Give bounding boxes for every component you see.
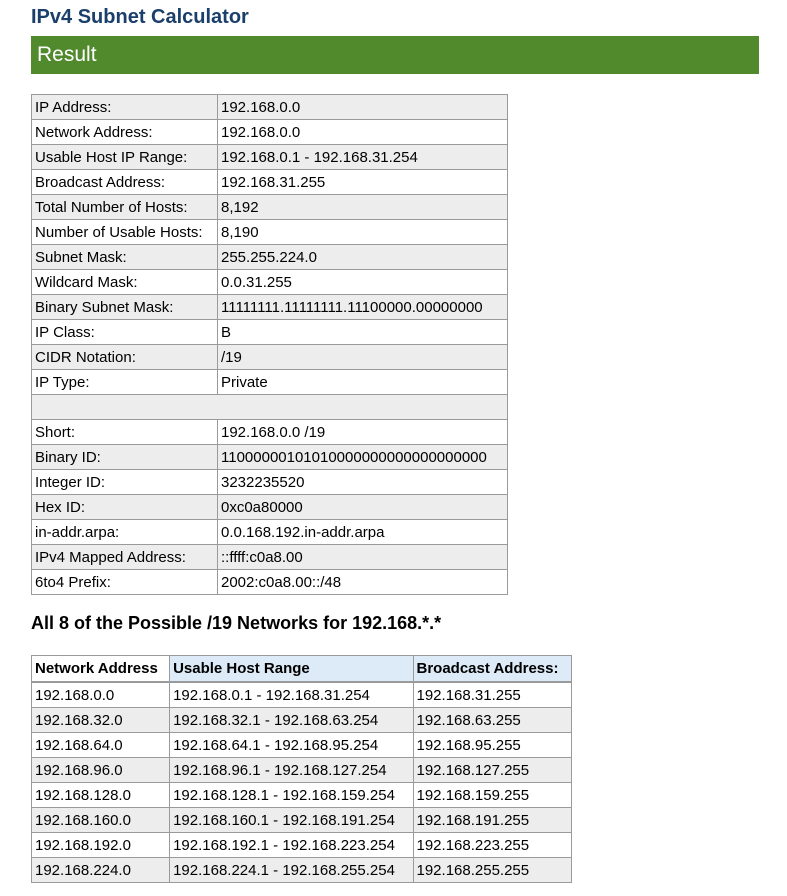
result-label: Number of Usable Hosts: xyxy=(32,220,218,245)
networks-table xyxy=(31,655,572,883)
broadcast-address-cell: 192.168.255.255 xyxy=(413,858,572,883)
result-row xyxy=(32,220,508,245)
network-address-cell: 192.168.96.0 xyxy=(32,758,170,783)
result-value: /19 xyxy=(218,345,508,370)
result-value: 0xc0a80000 xyxy=(218,495,508,520)
result-value: 192.168.0.0 xyxy=(218,95,508,120)
network-address-cell: 192.168.128.0 xyxy=(32,783,170,808)
result-value: 3232235520 xyxy=(218,470,508,495)
broadcast-address-cell: 192.168.127.255 xyxy=(413,758,572,783)
table-row xyxy=(32,858,572,883)
usable-host-range-cell: 192.168.128.1 - 192.168.159.254 xyxy=(170,783,413,808)
network-address-cell: 192.168.160.0 xyxy=(32,808,170,833)
result-row xyxy=(32,120,508,145)
broadcast-address-cell: 192.168.95.255 xyxy=(413,733,572,758)
usable-host-range-cell: 192.168.64.1 - 192.168.95.254 xyxy=(170,733,413,758)
usable-host-range-cell: 192.168.96.1 - 192.168.127.254 xyxy=(170,758,413,783)
broadcast-address-cell: 192.168.159.255 xyxy=(413,783,572,808)
result-row xyxy=(32,420,508,445)
result-label: Integer ID: xyxy=(32,470,218,495)
network-address-cell: 192.168.192.0 xyxy=(32,833,170,858)
result-row xyxy=(32,345,508,370)
table-row xyxy=(32,758,572,783)
column-header-usable-host-range: Usable Host Range xyxy=(170,656,413,683)
result-label: 6to4 Prefix: xyxy=(32,570,218,595)
result-label: Wildcard Mask: xyxy=(32,270,218,295)
column-header-broadcast-address: Broadcast Address: xyxy=(413,656,572,683)
networks-header-row xyxy=(32,656,572,683)
network-address-cell: 192.168.64.0 xyxy=(32,733,170,758)
result-row xyxy=(32,295,508,320)
separator-cell xyxy=(32,395,508,420)
table-row xyxy=(32,708,572,733)
result-row xyxy=(32,270,508,295)
result-label: Binary Subnet Mask: xyxy=(32,295,218,320)
result-row xyxy=(32,495,508,520)
result-label: Short: xyxy=(32,420,218,445)
result-row xyxy=(32,320,508,345)
result-value: 8,190 xyxy=(218,220,508,245)
result-row xyxy=(32,245,508,270)
network-address-cell: 192.168.224.0 xyxy=(32,858,170,883)
result-value: B xyxy=(218,320,508,345)
separator-row xyxy=(32,395,508,420)
broadcast-address-cell: 192.168.191.255 xyxy=(413,808,572,833)
column-header-network-address: Network Address xyxy=(32,656,170,683)
broadcast-address-cell: 192.168.63.255 xyxy=(413,708,572,733)
page-title: IPv4 Subnet Calculator xyxy=(31,6,249,28)
result-row xyxy=(32,545,508,570)
result-label: Usable Host IP Range: xyxy=(32,145,218,170)
table-row xyxy=(32,783,572,808)
result-label: IP Class: xyxy=(32,320,218,345)
networks-heading: All 8 of the Possible /19 Networks for 192.168.*.* xyxy=(31,613,442,633)
result-label: IP Address: xyxy=(32,95,218,120)
usable-host-range-cell: 192.168.224.1 - 192.168.255.254 xyxy=(170,858,413,883)
result-value: 192.168.0.0 xyxy=(218,120,508,145)
result-value: 0.0.168.192.in-addr.arpa xyxy=(218,520,508,545)
result-value: 192.168.31.255 xyxy=(218,170,508,195)
table-row xyxy=(32,833,572,858)
result-label: Broadcast Address: xyxy=(32,170,218,195)
result-value: ::ffff:c0a8.00 xyxy=(218,545,508,570)
result-value: 255.255.224.0 xyxy=(218,245,508,270)
result-value: 11111111.11111111.11100000.00000000 xyxy=(218,295,508,320)
table-row xyxy=(32,733,572,758)
result-header: Result xyxy=(31,36,759,74)
result-value: 192.168.0.0 /19 xyxy=(218,420,508,445)
result-row xyxy=(32,370,508,395)
result-label: IPv4 Mapped Address: xyxy=(32,545,218,570)
usable-host-range-cell: 192.168.192.1 - 192.168.223.254 xyxy=(170,833,413,858)
table-row xyxy=(32,682,572,708)
result-value: 2002:c0a8.00::/48 xyxy=(218,570,508,595)
result-row xyxy=(32,195,508,220)
result-value: 8,192 xyxy=(218,195,508,220)
result-row xyxy=(32,145,508,170)
result-value: Private xyxy=(218,370,508,395)
result-label: CIDR Notation: xyxy=(32,345,218,370)
result-row xyxy=(32,445,508,470)
usable-host-range-cell: 192.168.0.1 - 192.168.31.254 xyxy=(170,682,413,708)
result-row xyxy=(32,470,508,495)
result-row xyxy=(32,570,508,595)
result-row xyxy=(32,170,508,195)
usable-host-range-cell: 192.168.160.1 - 192.168.191.254 xyxy=(170,808,413,833)
result-value: 0.0.31.255 xyxy=(218,270,508,295)
result-row xyxy=(32,95,508,120)
result-label: Total Number of Hosts: xyxy=(32,195,218,220)
broadcast-address-cell: 192.168.31.255 xyxy=(413,682,572,708)
network-address-cell: 192.168.0.0 xyxy=(32,682,170,708)
result-table xyxy=(31,94,508,595)
result-value: 11000000101010000000000000000000 xyxy=(218,445,508,470)
result-label: Subnet Mask: xyxy=(32,245,218,270)
result-label: Hex ID: xyxy=(32,495,218,520)
result-label: IP Type: xyxy=(32,370,218,395)
result-label: Network Address: xyxy=(32,120,218,145)
broadcast-address-cell: 192.168.223.255 xyxy=(413,833,572,858)
usable-host-range-cell: 192.168.32.1 - 192.168.63.254 xyxy=(170,708,413,733)
result-value: 192.168.0.1 - 192.168.31.254 xyxy=(218,145,508,170)
result-label: in-addr.arpa: xyxy=(32,520,218,545)
table-row xyxy=(32,808,572,833)
network-address-cell: 192.168.32.0 xyxy=(32,708,170,733)
result-label: Binary ID: xyxy=(32,445,218,470)
result-row xyxy=(32,520,508,545)
